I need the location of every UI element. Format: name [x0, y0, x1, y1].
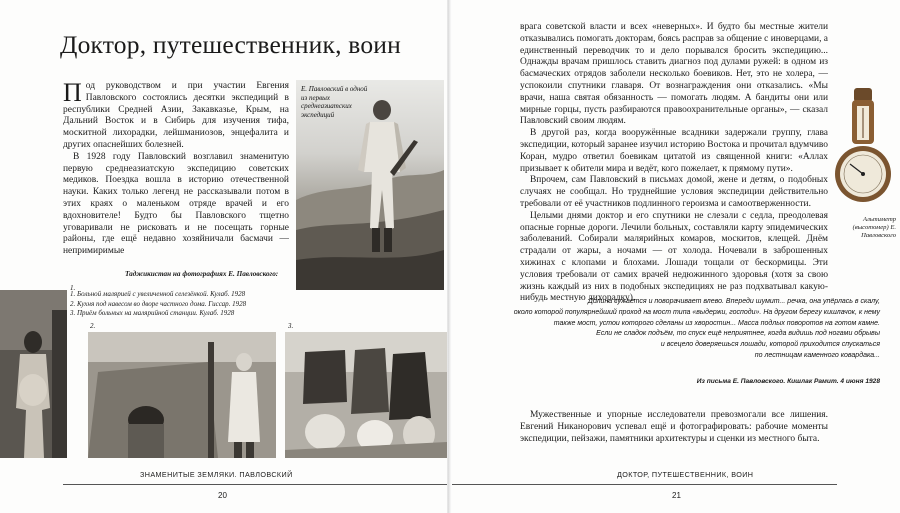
- right-paragraph-1: врага советской власти и всех «неверных». И будто бы местные жители отказывались помогать докторам, боясь расправ за общение с иноверцами, а единственный переводчик то и дело порывался бросить экспедицию... Однажды врачам пришлось ставить диагноз под дулами ружей: в одном из басмаческих отрядов заболели несколько боевиков. Нет, это не холера, — успокоили спутники главаря. От вознаграждения они отказались. «Мы врачи, наша святая обязанность — помогать людям. А бандиты они или мирные горцы, пусть разбираются правоохранительные органы», — сказал Павловский своим людям.: [520, 22, 828, 127]
- altimeter-image: [830, 88, 896, 206]
- photo-caption-list: [70, 290, 246, 319]
- right-paragraph-4: Целыми днями доктор и его спутники не слезали с седла, преодолевая опасные горные дороги. Лечили больных, составляли карту эпидемических заболеваний. Собирали малярийных комаров, москитов, клещей. Днём страдали от жары, а ночами — от холода. Ночевали в заброшенных хижинах с клопами и блохами. Лошади тощали от бескормицы. Эти условия требовали от самих врачей недюжинного здоровья (хотя за свою жизнь каждый из них в подобных экспедициях не раз подхватывал какую-нибудь местную лихорадку).: [520, 210, 828, 304]
- photo-caption-item: 2. Кухня под навесом во дворе частного дома. Гиссар. 1928: [70, 299, 247, 308]
- portrait-caption: Е. Павловский в одной из первых среднеазиатских экспедиций: [301, 85, 368, 119]
- letter-quote: [472, 297, 880, 362]
- right-paragraph-3: Впрочем, сам Павловский в письмах домой, жене и детям, о подобных случаях не сообщал. Но труднейшие условия экспедиции действительно требовали от её участников подлинного героизма и самоотверженности.: [520, 175, 828, 209]
- right-paragraph-5: Мужественные и упорные исследователи превозмогали все лишения. Евгений Никанорович успевал ещё и фотографировать: рабочие моменты экспедиции, пейзажи, памятники архитектуры и сценки из местного быта.: [520, 410, 828, 444]
- left-paragraph-2: В 1928 году Павловский возглавил знаменитую первую среднеазиатскую экспедицию советских медиков. Поездка вошла в историю отечественной науки. Каких только легенд не рассказывали потом в этих краях о маленьком отряде врачей и его вдохновителе! Будто бы Павловского тщетно уговаривали не рисковать и не посещать горные районы, где ещё недавно хозяйничали басмачи — непримиримые: [63, 151, 289, 257]
- running-head-left: ЗНАМЕНИТЫЕ ЗЕМЛЯКИ. ПАВЛОВСКИЙ: [140, 470, 293, 479]
- photo-patient: [0, 290, 67, 458]
- quote-line: Если не сладок подъём, то спуск ещё неприятнее, когда видишь под ногами обрывы: [596, 330, 880, 338]
- portrait-photo: [296, 80, 444, 290]
- photo-reception: [285, 332, 448, 458]
- left-paragraph-1: Под руководством и при участии Евгения Павловского состоялись десятки экспедиций в республики Средней Азии, Закавказье, Крым, на Дальний Восток и в Сибирь для изучения тифа, москитной лихорадки, лейшманиозов, энцефалита и других опаснейших болезней.: [63, 78, 289, 150]
- altimeter-caption: Альтиметр (высотомер) Е. Павловского: [852, 216, 896, 240]
- page-number-left: 20: [218, 491, 227, 500]
- right-bottom-text: [520, 410, 828, 445]
- drop-cap: П: [63, 78, 82, 107]
- quote-line: и всецело доверяешься лошади, которой приходится спускаться: [660, 341, 880, 349]
- quote-line: по лестницам каменного ковардака...: [754, 351, 880, 359]
- page-number-right: 21: [672, 491, 681, 500]
- photo-number: 1.: [70, 284, 76, 292]
- photo-number: 3.: [288, 322, 294, 330]
- footer-rule: [63, 484, 448, 485]
- running-head-right: ДОКТОР, ПУТЕШЕСТВЕННИК, ВОИН: [617, 470, 754, 479]
- photo-caption-item: 1. Больной малярией с увеличенной селезёнкой. Кулаб. 1928: [70, 290, 246, 298]
- photo-number: 2.: [90, 322, 96, 330]
- left-text-column: [63, 78, 289, 258]
- photo-kitchen: [88, 332, 276, 458]
- quote-line: около которой популярнейший проход на мост типа «выдержи, господи». На другом берегу кишлачок, к нему: [513, 308, 880, 316]
- quote-line: также мост, устои которого сделаны из хворостин... Масса подлых поворотов на готом камне.: [553, 319, 880, 327]
- quote-source: Из письма Е. Павловского. Кишлак Рамит. 4 июня 1928: [696, 378, 880, 385]
- right-text-column: [520, 22, 828, 305]
- left-page: [0, 0, 448, 513]
- photos-caption-title: Таджикистан на фотографиях Е. Павловского:: [125, 270, 279, 278]
- page-title: Доктор, путешественник, воин: [60, 30, 401, 59]
- quote-line: Долина сужается и поворачивает влево. Впереди шумит... речка, она упёрлась в скалу,: [587, 298, 880, 305]
- right-paragraph-2: В другой раз, когда вооружённые всадники задержали группу, глава экспедиции, который заранее изучил историю Востока и прочитал вдумчиво Коран, мудро ответил боевикам цитатой из священной книги: «Аллах призывает к обители мира и ведёт, кого пожелает, к прямому пути».: [520, 128, 828, 174]
- right-page: [452, 0, 900, 513]
- photo-caption-item: 3. Приём больных на малярийной станции. Кулаб. 1928: [70, 309, 235, 317]
- footer-rule: [452, 484, 837, 485]
